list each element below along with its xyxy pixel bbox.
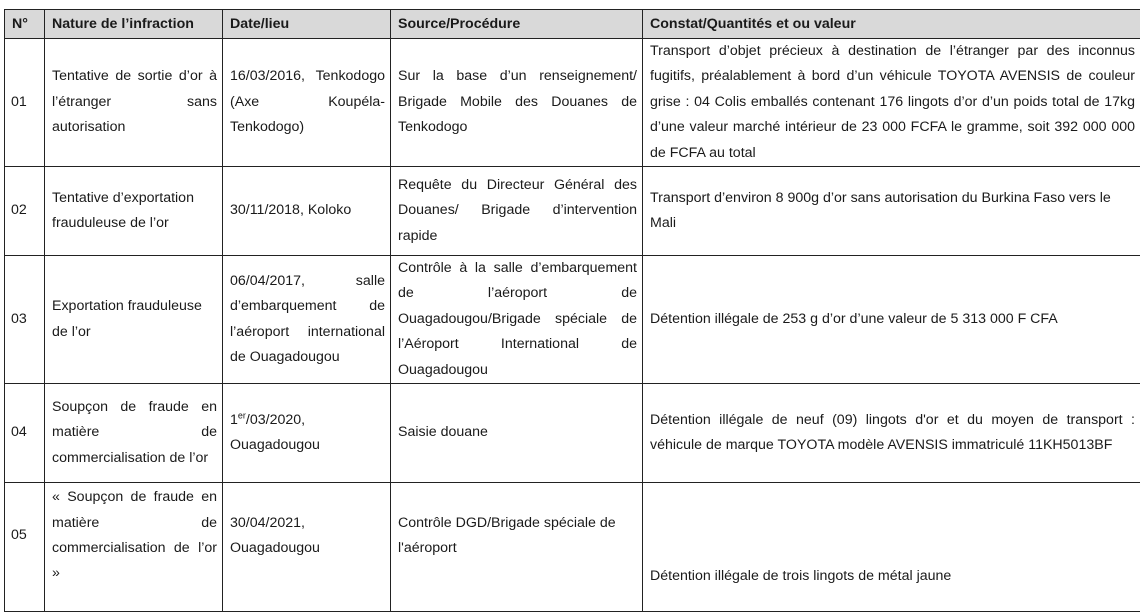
row-num: 04 bbox=[5, 384, 45, 483]
row-source: Contrôle à la salle d’embarquement de l’aéroport de Ouagadougou/Brigade spéciale de l’Aéroport International de Ouagadougou bbox=[391, 256, 643, 384]
table-row bbox=[5, 384, 1140, 483]
row-constat: Détention illégale de 253 g d’or d’une valeur de 5 313 000 F CFA bbox=[643, 256, 1140, 384]
infractions-table bbox=[4, 9, 1140, 612]
row-date bbox=[223, 483, 391, 612]
table-row bbox=[5, 483, 1140, 612]
header-num: N° bbox=[5, 10, 45, 39]
table-row bbox=[5, 39, 1140, 167]
row-constat-text: Détention illégale de trois lingots de métal jaune bbox=[650, 564, 1135, 589]
row-constat bbox=[643, 483, 1140, 612]
row-source-text: Contrôle DGD/Brigade spéciale de l'aéroport bbox=[398, 511, 637, 562]
row-nature: Soupçon de fraude en matière de commercialisation de l’or bbox=[45, 384, 223, 483]
row-nature-text: « Soupçon de fraude en matière de commercialisation de l’or » bbox=[52, 485, 217, 587]
table-row bbox=[5, 256, 1140, 384]
row-date: 16/03/2016, Tenkodogo (Axe Koupéla-Tenkodogo) bbox=[223, 39, 391, 167]
header-nature: Nature de l’infraction bbox=[45, 10, 223, 39]
row-num: 02 bbox=[5, 167, 45, 256]
row-source bbox=[391, 483, 643, 612]
date-ordinal: er bbox=[238, 410, 246, 420]
row-date: 30/11/2018, Koloko bbox=[223, 167, 391, 256]
table-row bbox=[5, 167, 1140, 256]
row-num: 03 bbox=[5, 256, 45, 384]
date-day: 1 bbox=[230, 412, 238, 428]
row-source: Sur la base d’un renseignement/ Brigade Mobile des Douanes de Tenkodogo bbox=[391, 39, 643, 167]
row-constat: Transport d’objet précieux à destination de l’étranger par des inconnus fugitifs, préalablement à bord d’un véhicule TOYOTA AVENSIS de couleur grise : 04 Colis emballés contenant 176 lingots d’or d’un poids total de 17kg d’une valeur marché intérieur de 23 000 FCFA le gramme, soit 392 000 000 de FCFA au total bbox=[643, 39, 1140, 167]
row-num: 01 bbox=[5, 39, 45, 167]
row-nature: Tentative d’exportation frauduleuse de l’or bbox=[45, 167, 223, 256]
row-date-text: 30/04/2021, Ouagadougou bbox=[230, 511, 385, 562]
row-source: Requête du Directeur Général des Douanes/ Brigade d’intervention rapide bbox=[391, 167, 643, 256]
row-constat: Détention illégale de neuf (09) lingots d'or et du moyen de transport : véhicule de marque TOYOTA modèle AVENSIS immatriculé 11KH5013BF bbox=[643, 384, 1140, 483]
header-source: Source/Procédure bbox=[391, 10, 643, 39]
header-row bbox=[5, 10, 1140, 39]
row-source: Saisie douane bbox=[391, 384, 643, 483]
row-num-text: 05 bbox=[11, 523, 39, 548]
row-nature: Tentative de sortie d’or à l’étranger sans autorisation bbox=[45, 39, 223, 167]
row-num bbox=[5, 483, 45, 612]
header-constat: Constat/Quantités et ou valeur bbox=[643, 10, 1140, 39]
row-nature bbox=[45, 483, 223, 612]
date-rest: /03/2020, Ouagadougou bbox=[230, 412, 320, 453]
row-date bbox=[223, 384, 391, 483]
header-date: Date/lieu bbox=[223, 10, 391, 39]
row-date: 06/04/2017, salle d’embarquement de l’aéroport international de Ouagadougou bbox=[223, 256, 391, 384]
row-nature: Exportation frauduleuse de l’or bbox=[45, 256, 223, 384]
row-constat: Transport d’environ 8 900g d’or sans autorisation du Burkina Faso vers le Mali bbox=[643, 167, 1140, 256]
